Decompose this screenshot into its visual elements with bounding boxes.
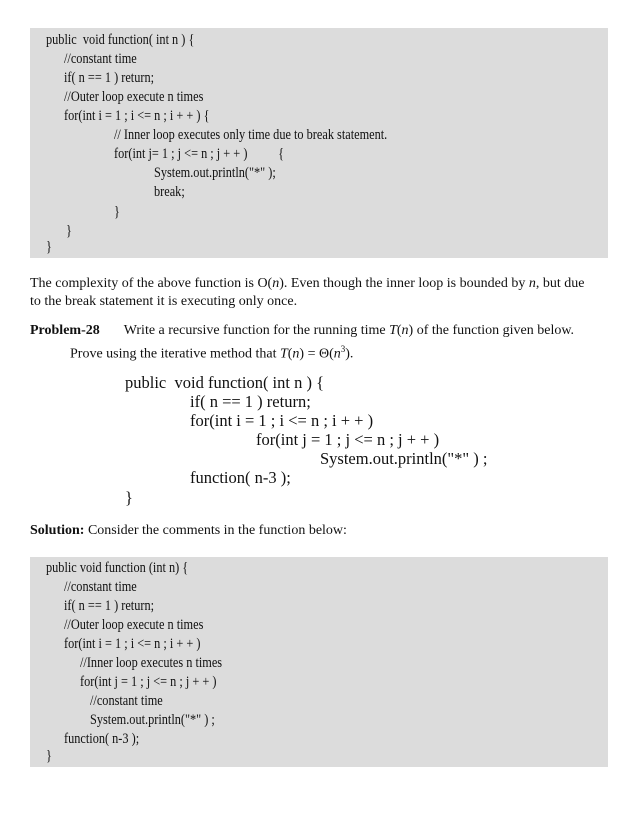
code-line: //constant time: [64, 51, 137, 67]
text: Prove using the iterative method that: [70, 346, 280, 362]
text: , but due: [535, 276, 585, 291]
code-line: function( n-3 );: [190, 468, 291, 487]
var: T: [279, 346, 288, 362]
code-block-3: [30, 557, 608, 767]
code-line: for(int j= 1 ; j <= n ; j + + ) {: [114, 146, 285, 162]
code-line: //Outer loop execute n times: [64, 89, 204, 105]
code-line: for(int j = 1 ; j <= n ; j + + ): [256, 430, 440, 449]
code-line: for(int i = 1 ; i <= n ; i + + ) {: [64, 108, 210, 124]
problem-label: Problem-28: [30, 323, 100, 338]
var: n: [528, 276, 536, 291]
var: T: [389, 323, 397, 338]
code-line: for(int j = 1 ; j <= n ; j + + ): [80, 674, 217, 690]
solution-label: Solution:: [30, 523, 85, 538]
text: The complexity of the above function is O(: [30, 276, 273, 291]
exponent: 3: [340, 344, 346, 354]
var: n: [401, 323, 409, 338]
code-line: break;: [154, 184, 185, 200]
code-line: function( n-3 );: [64, 731, 140, 747]
code-line: //constant time: [64, 579, 137, 595]
code-line: }: [46, 239, 52, 255]
code-line: System.out.println("*" ) ;: [320, 449, 488, 468]
code-line: }: [66, 223, 72, 239]
code-line: System.out.println("*" ) ;: [90, 712, 215, 728]
var: n: [333, 346, 341, 362]
code-line: public void function( int n ) {: [125, 373, 325, 392]
code-line: // Inner loop executes only time due to break statement.: [114, 127, 388, 143]
code-line: System.out.println("*" );: [154, 165, 276, 181]
code-line: for(int i = 1 ; i <= n ; i + + ): [190, 411, 374, 430]
code-line: for(int i = 1 ; i <= n ; i + + ): [64, 636, 201, 652]
text: ). Even though the inner loop is bounded by: [279, 276, 529, 291]
var: n: [272, 276, 280, 291]
code-line: }: [114, 204, 120, 220]
text: ) = Θ(: [299, 346, 334, 362]
complexity-paragraph: [30, 275, 610, 311]
code-line: if( n == 1 ) return;: [64, 70, 155, 86]
text: ).: [345, 346, 354, 362]
code-line: //Outer loop execute n times: [64, 617, 204, 633]
code-line: //Inner loop executes n times: [80, 655, 223, 671]
var: n: [292, 346, 300, 362]
code-line: public void function (int n) {: [46, 560, 189, 576]
code-line: }: [46, 748, 52, 764]
code-block-1: [30, 28, 608, 258]
problem-statement: Problem-28 Write a recursive function for the running time T(n) of the function given below. Prove using the iterative method that $T(n) = \Theta(n^3)$.: [30, 323, 575, 362]
code-line: if( n == 1 ) return;: [64, 598, 155, 614]
solution-line: [30, 522, 610, 540]
text: to the break statement it is executing only once.: [30, 294, 298, 309]
text: Consider the comments in the function below:: [84, 523, 347, 538]
code-line: }: [125, 488, 133, 507]
code-line: //constant time: [90, 693, 163, 709]
code-line: public void function( int n ) {: [46, 32, 195, 48]
text: ) of the function given below.: [408, 323, 575, 338]
text: Write a recursive function for the running time: [123, 323, 390, 338]
code-line: if( n == 1 ) return;: [190, 392, 311, 411]
